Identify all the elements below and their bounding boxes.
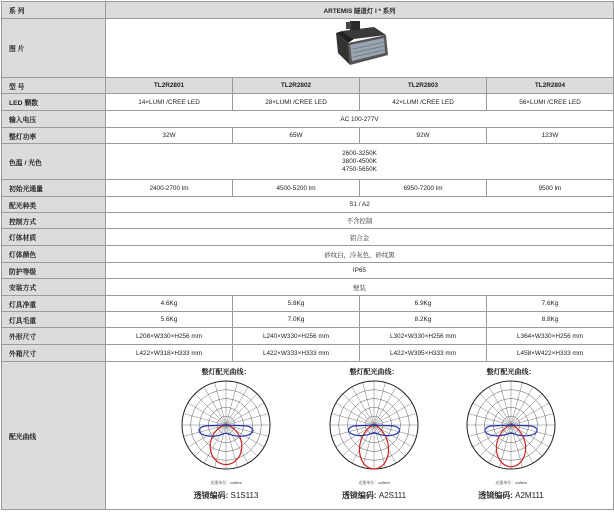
material-label: 灯体材质 (2, 229, 106, 246)
net-weight-2: 5.8Kg (233, 296, 360, 312)
model-row (2, 78, 614, 94)
color-value-1: 2600-3250K (342, 149, 377, 157)
optics-row (2, 197, 614, 213)
series-row (2, 2, 614, 19)
picture-label: 图 片 (2, 19, 106, 78)
polar-spoke (374, 413, 417, 424)
curve-2-code (294, 490, 454, 501)
control-value: 不含控制 (106, 213, 614, 229)
curve-row (2, 362, 614, 510)
flux-2: 4500-5200 lm (233, 180, 360, 197)
dimension-1: L208×W330×H256 mm (106, 328, 233, 345)
polar-spoke (468, 413, 511, 424)
curve-2-title: 整灯配光曲线： (349, 368, 399, 376)
curve-1 (146, 363, 306, 509)
spec-table (1, 1, 614, 510)
polar-spoke (511, 393, 542, 424)
package-1: L422×W318×H333 mm (106, 345, 233, 362)
color-values (106, 144, 614, 180)
polar-spoke (489, 386, 511, 424)
curves-area (106, 363, 613, 509)
flux-1: 2400-2700 lm (106, 180, 233, 197)
net-weight-4: 7.6Kg (487, 296, 614, 312)
voltage-row (2, 111, 614, 128)
polar-spoke (374, 382, 385, 425)
polar-spoke (226, 425, 248, 463)
net-weight-3: 6.9Kg (360, 296, 487, 312)
polar-spoke (226, 393, 257, 424)
polar-spoke (489, 425, 511, 463)
polar-spoke (374, 425, 385, 468)
polar-spoke (195, 393, 226, 424)
curve-2-unit: 光强单位：cd/klm (358, 479, 390, 485)
led-2: 28×LUMI /CREE LED (233, 94, 360, 111)
gross-weight-2: 7.0Kg (233, 312, 360, 328)
polar-spoke (511, 403, 549, 425)
material-row (2, 229, 614, 246)
model-label: 型 号 (2, 78, 106, 94)
polar-spoke (226, 403, 264, 425)
material-value: 铝合金 (106, 229, 614, 246)
polar-spoke (473, 403, 511, 425)
curve-3-code-label: 透镜编码: (478, 490, 513, 500)
body-color-value: 砂纹白，冷灰色，砂纹黑 (106, 246, 614, 263)
flux-3: 6950-7200 lm (360, 180, 487, 197)
led-label: LED 颗数 (2, 94, 106, 111)
polar-plot-1 (176, 375, 276, 475)
mount-value: 壁装 (106, 279, 614, 296)
mount-row (2, 279, 614, 296)
polar-spoke (352, 386, 374, 424)
polar-spoke (204, 386, 226, 424)
polar-spoke (188, 403, 226, 425)
curve-2-code-label: 透镜编码: (341, 490, 377, 500)
curve-1-title: 整灯配光曲线： (201, 368, 251, 376)
control-row (2, 213, 614, 229)
gross-weight-3: 8.2Kg (360, 312, 487, 328)
led-1: 14×LUMI /CREE LED (106, 94, 233, 111)
curve-1-code-label: 透镜编码: (193, 490, 229, 500)
series-label: 系 列 (2, 2, 106, 19)
polar-spoke (374, 386, 396, 424)
net-weight-label: 灯具净重 (2, 296, 106, 312)
polar-spoke (374, 425, 396, 463)
gross-weight-label: 灯具毛重 (2, 312, 106, 328)
dimension-row (2, 328, 614, 345)
polar-spoke (480, 393, 511, 424)
led-3: 42×LUMI /CREE LED (360, 94, 487, 111)
curve-2-code-value: A2S111 (378, 490, 407, 500)
color-label: 色温 / 光色 (2, 144, 106, 180)
polar-spoke (500, 425, 511, 468)
polar-spoke (204, 425, 226, 463)
polar-spoke (511, 425, 522, 468)
polar-spoke (374, 403, 412, 425)
tunnel-light-image (328, 21, 392, 73)
polar-spoke (226, 386, 248, 424)
polar-spoke (343, 425, 374, 456)
control-label: 控制方式 (2, 213, 106, 229)
curve-1-unit: 光强单位：cd/klm (210, 479, 242, 485)
power-3: 92W (360, 128, 487, 144)
optics-label: 配光种类 (2, 197, 106, 213)
curve-3-unit: 光强单位：cd/klm (495, 479, 527, 485)
polar-spoke (511, 425, 533, 463)
polar-spoke (374, 393, 405, 424)
curves-label: 配光曲线 (2, 362, 106, 510)
polar-spoke (226, 413, 269, 424)
gross-weight-row (2, 312, 614, 328)
curve-3-code (431, 490, 591, 501)
body-color-label: 灯体颜色 (2, 246, 106, 263)
voltage-value: AC 100-277V (106, 111, 614, 128)
color-value-2: 3800-4500K (342, 157, 377, 165)
polar-spoke (226, 382, 237, 425)
ip-value: IP65 (106, 263, 614, 279)
model-3: TL2R2803 (360, 78, 487, 94)
polar-plot-3 (461, 375, 561, 475)
polar-spoke (363, 382, 374, 425)
net-weight-1: 4.6Kg (106, 296, 233, 312)
polar-spoke (511, 382, 522, 425)
gross-weight-1: 5.6Kg (106, 312, 233, 328)
ip-row (2, 263, 614, 279)
polar-spoke (215, 382, 226, 425)
led-4: 56×LUMI /CREE LED (487, 94, 614, 111)
curve-3 (431, 363, 591, 509)
flux-label: 初始光通量 (2, 180, 106, 197)
polar-spoke (343, 393, 374, 424)
polar-spoke (352, 425, 374, 463)
led-row (2, 94, 614, 111)
polar-spoke (336, 403, 374, 425)
optics-value: S1 / A2 (106, 197, 614, 213)
power-label: 整灯功率 (2, 128, 106, 144)
mount-label: 安装方式 (2, 279, 106, 296)
picture-row (2, 19, 614, 78)
power-row (2, 128, 614, 144)
curve-1-code (146, 490, 306, 501)
flux-4: 9500 lm (487, 180, 614, 197)
color-row (2, 144, 614, 180)
model-2: TL2R2802 (233, 78, 360, 94)
color-value-3: 4750-5650K (342, 165, 377, 173)
ip-label: 防护等级 (2, 263, 106, 279)
package-3: L422×W395×H333 mm (360, 345, 487, 362)
power-4: 123W (487, 128, 614, 144)
package-2: L422×W333×H333 mm (233, 345, 360, 362)
polar-spoke (500, 382, 511, 425)
dimension-3: L302×W330×H256 mm (360, 328, 487, 345)
package-label: 外箱尺寸 (2, 345, 106, 362)
product-image-cell (106, 19, 614, 78)
power-1: 32W (106, 128, 233, 144)
series-value: ARTEMIS 隧道灯 I * 系列 (106, 2, 614, 19)
dimension-2: L240×W330×H256 mm (233, 328, 360, 345)
gross-weight-4: 8.8Kg (487, 312, 614, 328)
polar-spoke (183, 413, 226, 424)
flux-row (2, 180, 614, 197)
polar-spoke (363, 425, 374, 468)
polar-spoke (511, 413, 554, 424)
polar-plot-2 (324, 375, 424, 475)
polar-spoke (511, 386, 533, 424)
net-weight-row (2, 296, 614, 312)
polar-spoke (331, 413, 374, 424)
dimension-4: L364×W330×H256 mm (487, 328, 614, 345)
curve-2 (294, 363, 454, 509)
package-row (2, 345, 614, 362)
dimension-label: 外形尺寸 (2, 328, 106, 345)
model-4: TL2R2804 (487, 78, 614, 94)
curve-3-code-value: A2M111 (515, 490, 544, 500)
model-1: TL2R2801 (106, 78, 233, 94)
curve-1-code-value: S1S113 (230, 490, 259, 500)
package-4: L458×W422×H333 mm (487, 345, 614, 362)
voltage-label: 输入电压 (2, 111, 106, 128)
body-color-row (2, 246, 614, 263)
curves-cell (106, 362, 614, 510)
curve-3-title: 整灯配光曲线： (486, 368, 536, 376)
polar-spoke (374, 425, 405, 456)
power-2: 65W (233, 128, 360, 144)
